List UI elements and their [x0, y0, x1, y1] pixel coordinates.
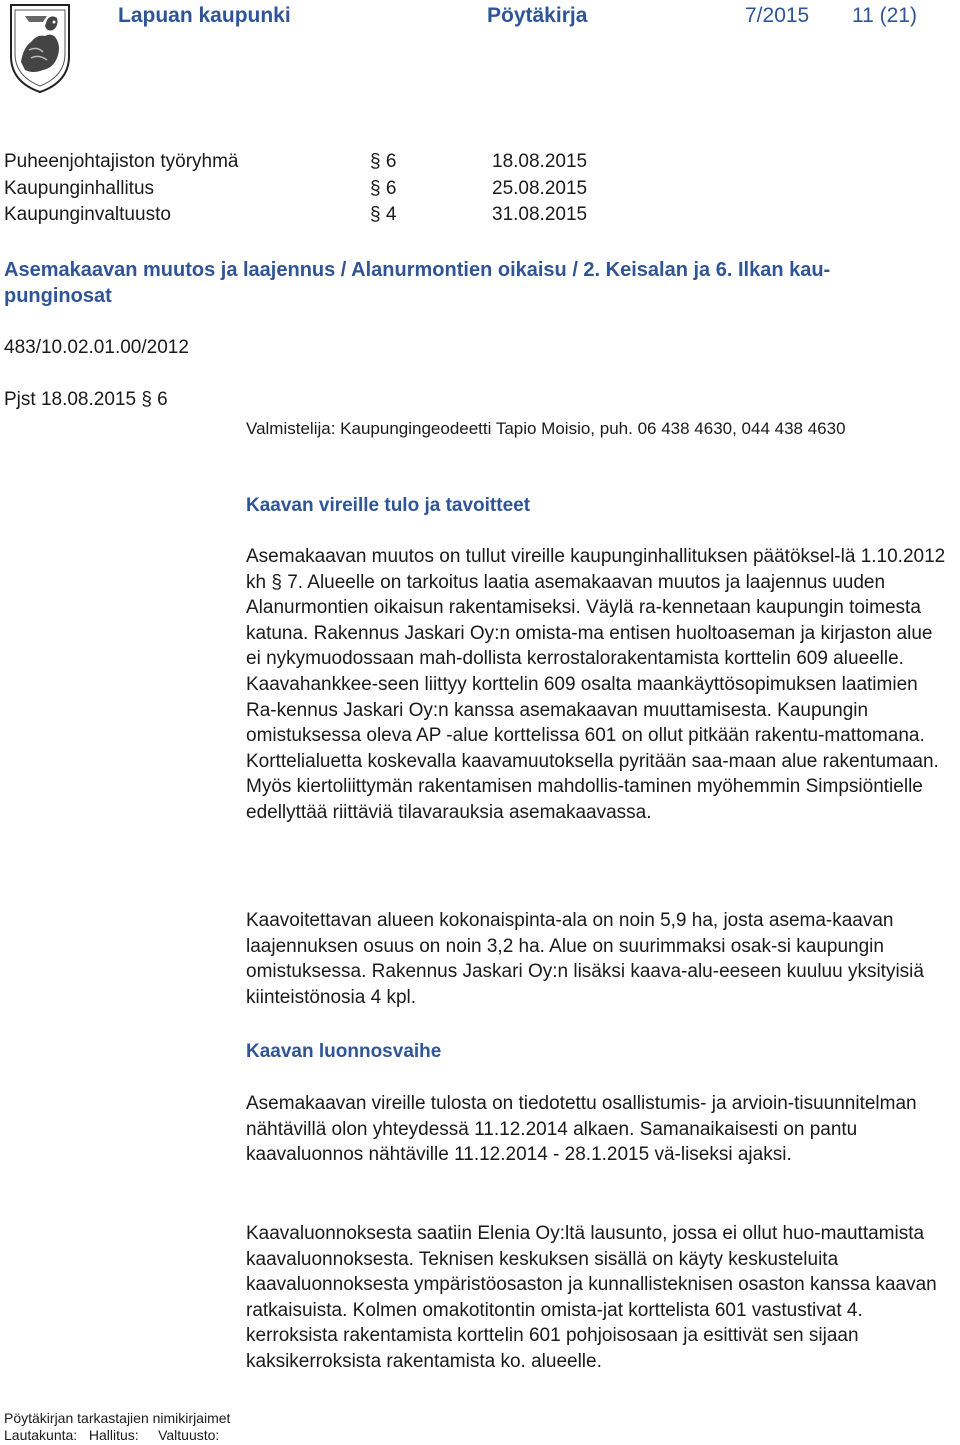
section-heading: Kaavan luonnosvaihe	[246, 1041, 442, 1062]
document-type: Pöytäkirja	[487, 4, 588, 27]
meeting-section: § 6	[370, 178, 397, 199]
meeting-section: § 4	[370, 204, 397, 225]
coat-of-arms-logo	[7, 2, 73, 94]
file-number: 483/10.02.01.00/2012	[4, 337, 189, 358]
meeting-body: Kaupunginhallitus	[4, 178, 155, 199]
meeting-body: Kaupunginvaltuusto	[4, 204, 171, 225]
meeting-date: 25.08.2015	[492, 178, 588, 199]
agenda-title-line2: punginosat	[4, 285, 112, 307]
footer-initials-label: Pöytäkirjan tarkastajien nimikirjaimet	[4, 1410, 231, 1426]
section-heading: Kaavan vireille tulo ja tavoitteet	[246, 495, 531, 516]
preparer-line: Valmistelija: Kaupungingeodeetti Tapio Moisio, puh. 06 438 4630, 044 438 4630	[246, 419, 846, 438]
footer-signature-fields: Lautakunta: Hallitus: Valtuusto:	[4, 1427, 220, 1443]
meeting-date: 18.08.2015	[492, 151, 588, 172]
paragraph: Asemakaavan muutos on tullut vireille kaupunginhallituksen päätöksel-lä 1.10.2012 kh § 7. Alueelle on tarkoitus laatia asemakaavan muutos ja laajennus uuden Alanurmontien oikaisun rakentamiseksi. Väylä ra-kennetaan kaupungin toimesta katuna. Rakennus Jaskari Oy:n omista-ma entisen huoltoaseman ja kirjaston alue ei nykymuodossaan mah-dollista kerrostalorakentamista korttelin 609 alueelle. Kaavahankkee-seen liittyy korttelin 609 osalta maankäyttösopimuksen laatimien Ra-kennus Jaskari Oy:n kanssa asemakaavan muuttamisesta. Kaupungin omistuksessa oleva AP -alue korttelissa 601 on ollut pitkään rakentu-mattomana. Korttelialuetta koskevalla kaavamuutoksella pyritään saa-maan alue rakentumaan. Myös kiertoliittymän rakentamisen mahdollis-taminen myöhemmin Simpsiöntielle edellyttää riittäviä tilavarauksia asemakaavassa.	[246, 546, 946, 823]
agenda-title-line1: Asemakaavan muutos ja laajennus / Alanurmontien oikaisu / 2. Keisalan ja 6. Ilkan kau-	[4, 259, 831, 281]
paragraph: Kaavaluonnoksesta saatiin Elenia Oy:ltä lausunto, jossa ei ollut huo-mauttamista kaavaluonnoksesta. Teknisen keskuksen sisällä on käyty keskusteluita kaavaluonnoksesta ympäristöosaston ja kunnallisteknisen osaston kanssa kaavan ratkaisuista. Kolmen omakotitontin omista-jat korttelista 601 vastustivat 4. kerroksista rakentamista korttelin 601 pohjoisosaan ja esittivät sen sijaan kaksikerroksista rakentamista ko. alueelle.	[246, 1223, 937, 1372]
paragraph: Asemakaavan vireille tulosta on tiedotettu osallistumis- ja arvioin-tisuunnitelman nähtävillä olon yhteydessä 11.12.2014 alkaen. Samanaikaisesti on pantu kaavaluonnos nähtäville 11.12.2014 - 28.1.2015 vä-liseksi ajaksi.	[246, 1093, 917, 1166]
municipality-name: Lapuan kaupunki	[118, 4, 291, 27]
meeting-date: 31.08.2015	[492, 204, 588, 225]
meeting-body: Puheenjohtajiston työryhmä	[4, 151, 239, 172]
meeting-section: § 6	[370, 151, 397, 172]
page-number: 11 (21)	[852, 4, 917, 27]
previous-reference: Pjst 18.08.2015 § 6	[4, 389, 168, 410]
paragraph: Kaavoitettavan alueen kokonaispinta-ala on noin 5,9 ha, josta asema-kaavan laajennuksen osuus on noin 3,2 ha. Alue on suurimmaksi osak-si kaupungin omistuksessa. Rakennus Jaskari Oy:n lisäksi kaava-alu-eeseen kuuluu yksityisiä kiinteistönosia 4 kpl.	[246, 910, 924, 1008]
document-number: 7/2015	[745, 4, 810, 27]
